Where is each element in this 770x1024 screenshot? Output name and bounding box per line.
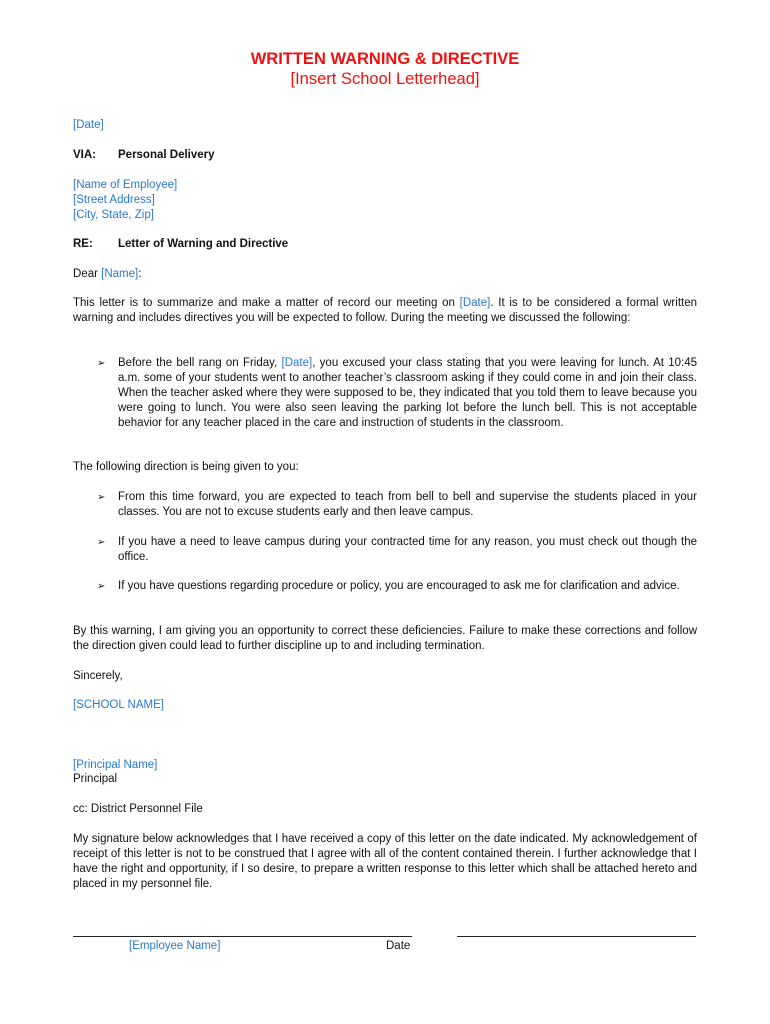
directive-item <box>97 535 697 565</box>
recipient-city: [City, State, Zip] <box>73 209 154 221</box>
recipient-street: [Street Address] <box>73 194 155 206</box>
intro-paragraph <box>73 296 697 326</box>
directive-text: If you have questions regarding procedure or policy, you are encouraged to ask me for clarification and advice. <box>118 580 680 592</box>
salutation <box>73 267 697 282</box>
incident-text <box>118 356 697 431</box>
directive-item <box>97 490 697 520</box>
re-line <box>73 237 697 252</box>
directive-text: If you have a need to leave campus during your contracted time for any reason, you must check out though the office. <box>118 536 697 563</box>
employee-name-placeholder: [Employee Name] <box>129 940 221 952</box>
employee-signature-line <box>73 936 412 937</box>
arrow-bullet-icon: ➢ <box>97 581 106 592</box>
directive-item <box>97 579 697 594</box>
school-name-placeholder: [SCHOOL NAME] <box>73 699 164 711</box>
date-label: Date <box>386 940 411 952</box>
incident-date-placeholder: [Date] <box>281 357 313 369</box>
direction-intro: The following direction is being given to you: <box>73 461 299 473</box>
intro-date-placeholder: [Date] <box>459 297 491 309</box>
recipient-address <box>73 178 697 223</box>
recipient-name: [Name of Employee] <box>73 179 178 191</box>
salutation-name: [Name] <box>101 268 139 280</box>
intro-text-after: . It is to be considered a formal written warning and includes directives you will be expected to follow. During the meeting we discussed the following: <box>73 297 697 324</box>
re-label: RE: <box>73 238 93 250</box>
incident-bullet <box>97 356 697 431</box>
via-value: Personal Delivery <box>118 149 215 161</box>
via-line <box>73 148 697 163</box>
date-signature-line <box>457 936 696 937</box>
principal-title: Principal <box>73 773 118 785</box>
incident-text-after: , you excused your class stating that you were leaving for lunch. At 10:45 a.m. some of your students went to another teacher’s classroom asking if they could come in and join their class. When the teacher asked where they were supposed to be, they indicated that you told them to leave because you were going to lunch. You were also seen leaving the parking lot before the lunch bell. This is not acceptable behavior for any teacher placed in the care and instruction of students in the classroom. <box>118 357 697 429</box>
acknowledgement-paragraph: My signature below acknowledges that I have received a copy of this letter on the date indicated. My acknowledgement of receipt of this letter is not to be construed that I agree with all of the content contained therein. I further acknowledge that I have the right and opportunity, if I so desire, to prepare a written response to this letter which shall be attached hereto and placed in my personnel file. <box>73 833 697 890</box>
letterhead-placeholder: [Insert School Letterhead] <box>290 70 480 88</box>
arrow-bullet-icon: ➢ <box>97 492 106 503</box>
incident-text-before: Before the bell rang on Friday, <box>118 357 282 369</box>
directive-text: From this time forward, you are expected to teach from bell to bell and supervise the students placed in your classes. You are not to excuse students early and then leave campus. <box>118 491 697 518</box>
intro-text-before: This letter is to summarize and make a matter of record our meeting on <box>73 297 460 309</box>
arrow-bullet-icon: ➢ <box>97 537 106 548</box>
document-title: WRITTEN WARNING & DIRECTIVE <box>250 50 520 68</box>
via-label: VIA: <box>73 149 96 161</box>
date-placeholder: [Date] <box>73 119 104 131</box>
principal-name-placeholder: [Principal Name] <box>73 759 158 771</box>
re-value: Letter of Warning and Directive <box>118 238 289 250</box>
salutation-prefix: Dear <box>73 268 102 280</box>
closing: Sincerely, <box>73 670 123 682</box>
warning-paragraph: By this warning, I am giving you an opportunity to correct these deficiencies. Failure to make these corrections and follow the direction given could lead to further discipline up to and including termination. <box>73 625 697 652</box>
arrow-bullet-icon: ➢ <box>97 358 106 369</box>
salutation-suffix: : <box>138 268 142 280</box>
cc-line: cc: District Personnel File <box>73 803 203 815</box>
